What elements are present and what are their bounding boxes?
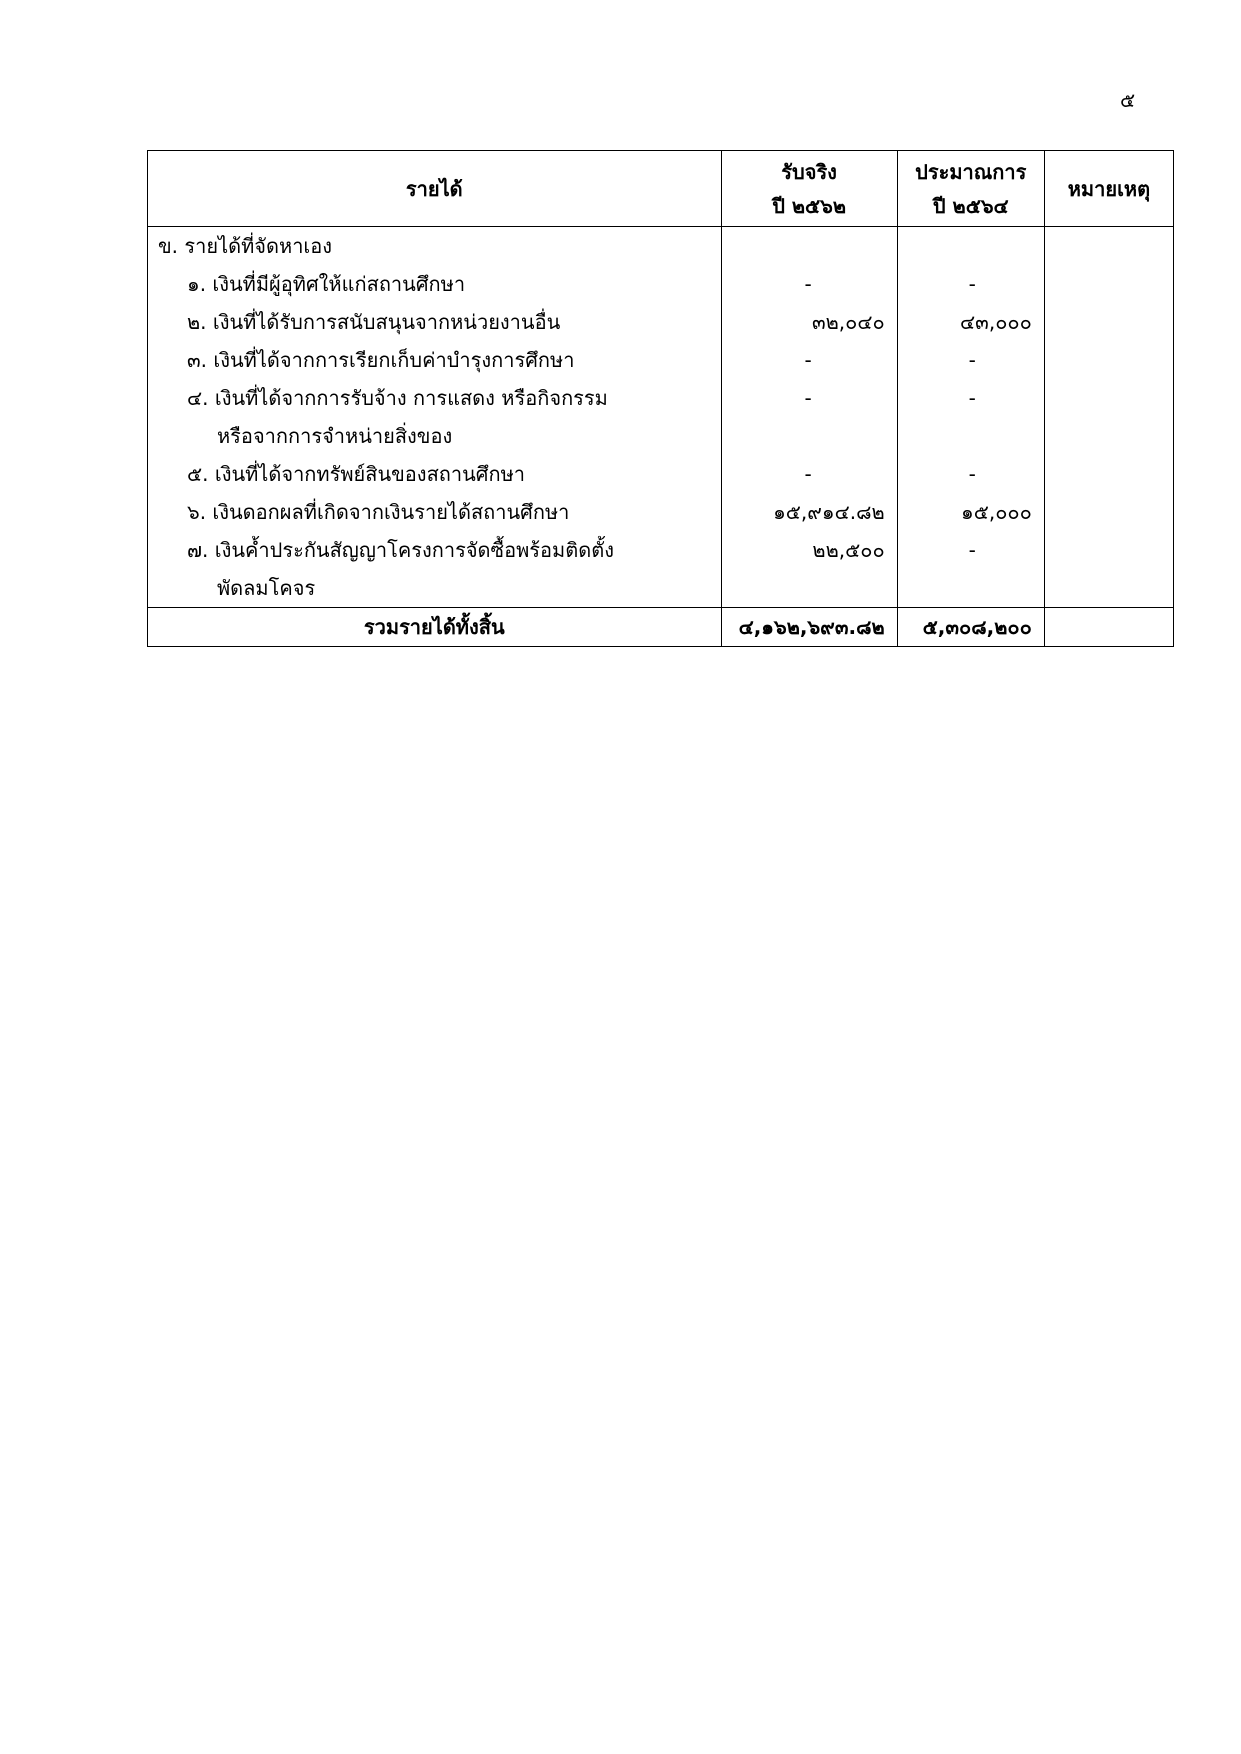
row-1-line-1: ๑. เงินที่มีผู้อุทิศให้แก่สถานศึกษา xyxy=(187,272,466,296)
spacer xyxy=(898,417,1044,455)
total-actual: ๔,๑๖๒,๖๙๓.๘๒ xyxy=(721,608,897,647)
row-1-actual: - xyxy=(804,272,812,296)
row-2-estimate: ๔๓,๐๐๐ xyxy=(960,310,1032,334)
total-remarks xyxy=(1044,608,1173,647)
row-4-actual: - xyxy=(804,386,812,410)
header-estimate xyxy=(897,151,1044,227)
row-7-actual: ๒๒,๕๐๐ xyxy=(812,538,885,562)
remarks-column xyxy=(1044,227,1173,608)
row-2-line-1: ๒. เงินที่ได้รับการสนับสนุนจากหน่วยงานอื่น xyxy=(187,310,561,334)
header-remarks: หมายเหตุ xyxy=(1044,151,1173,227)
spacer xyxy=(722,227,897,265)
row-4-line-1: ๔. เงินที่ได้จากการรับจ้าง การแสดง หรือกิจกรรม xyxy=(187,386,608,410)
estimate-column xyxy=(897,227,1044,608)
total-row xyxy=(148,608,1174,647)
table-body-row xyxy=(148,227,1174,608)
section-title: ข. รายได้ที่จัดหาเอง xyxy=(158,234,333,258)
row-5-actual: - xyxy=(804,462,812,486)
row-3-estimate: - xyxy=(968,348,976,372)
row-7-line-1: ๗. เงินค้ำประกันสัญญาโครงการจัดซื้อพร้อมติดตั้ง xyxy=(187,538,614,562)
row-3-actual: - xyxy=(804,348,812,372)
total-label: รวมรายได้ทั้งสิ้น xyxy=(148,608,722,647)
row-1-estimate: - xyxy=(968,272,976,296)
description-column xyxy=(148,227,722,608)
row-7-estimate: - xyxy=(968,538,976,562)
table-header-row xyxy=(148,151,1174,227)
row-6-line-1: ๖. เงินดอกผลที่เกิดจากเงินรายได้สถานศึกษา xyxy=(187,500,570,524)
row-4-line-2: หรือจากการจำหน่ายสิ่งของ xyxy=(217,424,453,448)
spacer xyxy=(722,569,897,607)
income-table xyxy=(147,150,1174,647)
header-actual-line2: ปี ๒๕๖๒ xyxy=(772,193,847,218)
row-5-line-1: ๕. เงินที่ได้จากทรัพย์สินของสถานศึกษา xyxy=(187,462,526,486)
row-6-actual: ๑๕,๙๑๔.๘๒ xyxy=(773,500,885,524)
page-number: ๕ xyxy=(1120,88,1136,112)
header-actual xyxy=(721,151,897,227)
header-income: รายได้ xyxy=(148,151,722,227)
total-estimate: ๕,๓๐๘,๒๐๐ xyxy=(897,608,1044,647)
row-7-line-2: พัดลมโคจร xyxy=(217,576,316,600)
row-6-estimate: ๑๕,๐๐๐ xyxy=(961,500,1032,524)
spacer xyxy=(898,569,1044,607)
spacer xyxy=(898,227,1044,265)
header-actual-line1: รับจริง xyxy=(781,159,837,184)
spacer xyxy=(722,417,897,455)
row-2-actual: ๓๒,๐๔๐ xyxy=(811,310,885,334)
row-4-estimate: - xyxy=(968,386,976,410)
header-estimate-line1: ประมาณการ xyxy=(915,159,1027,184)
row-3-line-1: ๓. เงินที่ได้จากการเรียกเก็บค่าบำรุงการศึกษา xyxy=(187,348,575,372)
header-estimate-line2: ปี ๒๕๖๔ xyxy=(932,193,1009,218)
row-5-estimate: - xyxy=(968,462,976,486)
actual-column xyxy=(721,227,897,608)
